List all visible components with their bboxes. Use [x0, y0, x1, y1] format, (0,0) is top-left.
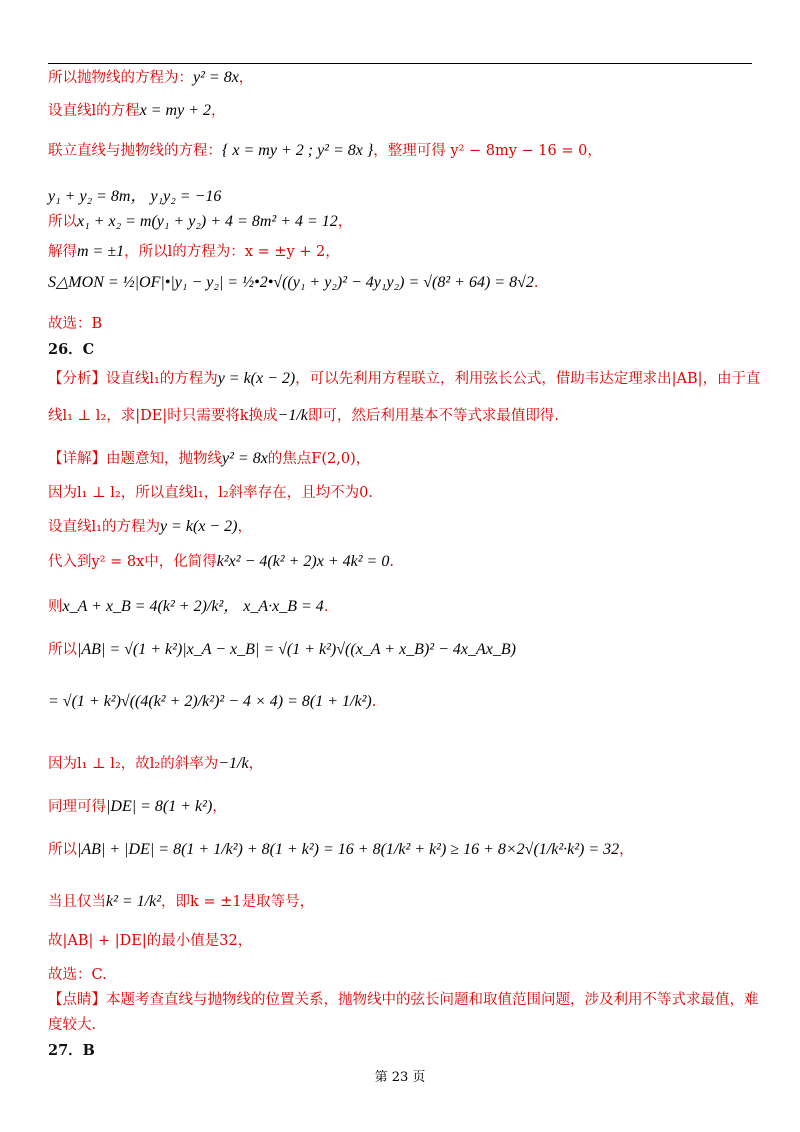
line-text: 解得: [48, 244, 77, 260]
line-text: 所以: [48, 214, 77, 230]
text-line-4: [48, 183, 221, 206]
math-expression: y = k(x − 2): [159, 518, 238, 535]
text-line-7: [48, 272, 538, 292]
line-text: 所以: [48, 842, 77, 858]
line-text: 27．B: [48, 1042, 95, 1059]
text-line-1: [48, 66, 253, 87]
page-number: 第 23 页: [374, 1070, 426, 1085]
text-line-20: [48, 795, 227, 816]
line-text: 同理可得: [48, 799, 106, 815]
line-tail: ，所以l的方程为：x = ±y + 2，: [124, 244, 340, 260]
text-line-8: [48, 312, 102, 333]
line-text: 所以抛物线的方程为：: [48, 70, 193, 86]
math-expression: m = ±1: [77, 243, 125, 260]
text-line-16: [48, 593, 328, 616]
text-line-15: [48, 550, 394, 571]
text-line-11: [48, 404, 559, 425]
line-tail: ，: [248, 756, 264, 772]
line-tail: ，: [212, 799, 227, 815]
math-expression: y² = 8x: [222, 450, 268, 467]
text-line-3: [48, 139, 602, 160]
line-tail: .: [371, 694, 377, 710]
line-text: 所以: [48, 642, 77, 658]
math-expression: x_A + x_B = 4(k² + 2)/k²， x_A·x_B = 4: [62, 598, 324, 615]
text-line-19: [48, 752, 263, 773]
text-line-25: [48, 988, 759, 1009]
math-expression: x = my + 2: [139, 102, 211, 119]
line-text: 当且仅当: [48, 894, 106, 910]
line-tail: ，即k = ±1是取等号，: [161, 894, 315, 910]
line-text: 线l₁ ⊥ l₂，求|DE|时只需要将k换成: [48, 408, 278, 424]
line-tail: 即可，然后利用基本不等式求最值即得.: [307, 408, 559, 424]
line-tail: ，: [211, 103, 226, 119]
text-line-24: [48, 963, 107, 984]
text-line-22: [48, 890, 314, 911]
line-tail: .: [533, 275, 539, 291]
text-line-17: [48, 638, 516, 659]
line-text: 【点睛】本题考查直线与抛物线的位置关系，抛物线中的弦长问题和取值范围问题，涉及利用不等式求最值，难: [48, 992, 759, 1008]
line-text: 设直线l的方程: [48, 103, 140, 119]
line-text: 26．C: [48, 341, 95, 358]
line-text: 故选：B: [48, 316, 103, 332]
text-line-21: [48, 838, 634, 859]
math-expression: |AB| = √(1 + k²)|x_A − x_B| = √(1 + k²)√((x_A + x_B)² − 4x_Ax_B): [77, 641, 516, 658]
math-expression: |AB| + |DE| = 8(1 + 1/k²) + 8(1 + k²) = 16 + 8(1/k² + k²) ≥ 16 + 8×2√(1/k²·k²) = 32: [77, 841, 620, 858]
line-text: 则: [48, 599, 63, 615]
math-expression: x₁ + x₂ = m(y₁ + y₂) + 4 = 8m² + 4 = 12: [77, 213, 338, 230]
line-tail: ，: [619, 842, 634, 858]
line-tail: .: [323, 599, 329, 615]
text-line-2: [48, 99, 226, 120]
math-expression: k² = 1/k²: [106, 893, 162, 910]
text-line-13: [48, 481, 373, 502]
math-expression: = √(1 + k²)√((4(k² + 2)/k²)² − 4 × 4) = 8(1 + 1/k²): [48, 693, 372, 710]
line-text: 度较大.: [48, 1017, 97, 1033]
math-expression: { x = my + 2 ; y² = 8x }: [222, 142, 374, 159]
line-text: 因为l₁ ⊥ l₂，所以直线l₁，l₂斜率存在，且均不为0.: [48, 485, 373, 501]
text-line-12: [48, 447, 370, 468]
header-rule: [48, 63, 752, 64]
line-text: 代入到y² = 8x中，化简得: [48, 554, 217, 570]
line-text: 【详解】由题意知，抛物线: [48, 451, 222, 467]
line-tail: ，整理可得 y² − 8my − 16 = 0，: [373, 143, 602, 159]
line-tail: .: [389, 554, 394, 570]
math-expression: −1/k: [218, 755, 249, 772]
math-expression: |DE| = 8(1 + k²): [106, 798, 213, 815]
text-line-14: [48, 515, 252, 536]
line-text: 故|AB| + |DE|的最小值是32，: [48, 933, 253, 949]
math-expression: k²x² − 4(k² + 2)x + 4k² = 0: [216, 553, 390, 570]
math-expression: y₁ + y₂ = 8m， y₁y₂ = −16: [48, 188, 222, 205]
text-line-26: [48, 1013, 96, 1034]
math-expression: −1/k: [277, 407, 308, 424]
text-line-9: [48, 338, 94, 359]
text-line-18: [48, 693, 376, 711]
line-tail: ，可以先利用方程联立，利用弦长公式，借助韦达定理求出|AB|，由于直: [295, 371, 761, 387]
line-text: 故选：C.: [48, 967, 107, 983]
line-tail: ，: [238, 70, 254, 86]
line-tail: ，: [337, 214, 353, 230]
text-line-6: [48, 240, 340, 261]
math-expression: S△MON = ½|OF|•|y₁ − y₂| = ½•2•√((y₁ + y₂)² − 4y₁y₂) = √(8² + 64) = 8√2: [48, 274, 534, 291]
math-expression: y = k(x − 2): [217, 370, 296, 387]
line-text: 因为l₁ ⊥ l₂，故l₂的斜率为: [48, 756, 219, 772]
math-expression: y² = 8x: [193, 69, 239, 86]
line-text: 【分析】设直线l₁的方程为: [48, 371, 218, 387]
line-text: 设直线l₁的方程为: [48, 519, 160, 535]
text-line-5: [48, 210, 352, 231]
line-text: 联立直线与抛物线的方程：: [48, 143, 222, 159]
line-tail: ，: [237, 519, 253, 535]
text-line-23: [48, 929, 252, 950]
text-line-10: [48, 367, 760, 388]
line-tail: 的焦点F(2,0)，: [267, 451, 371, 467]
text-line-27: [48, 1039, 95, 1060]
